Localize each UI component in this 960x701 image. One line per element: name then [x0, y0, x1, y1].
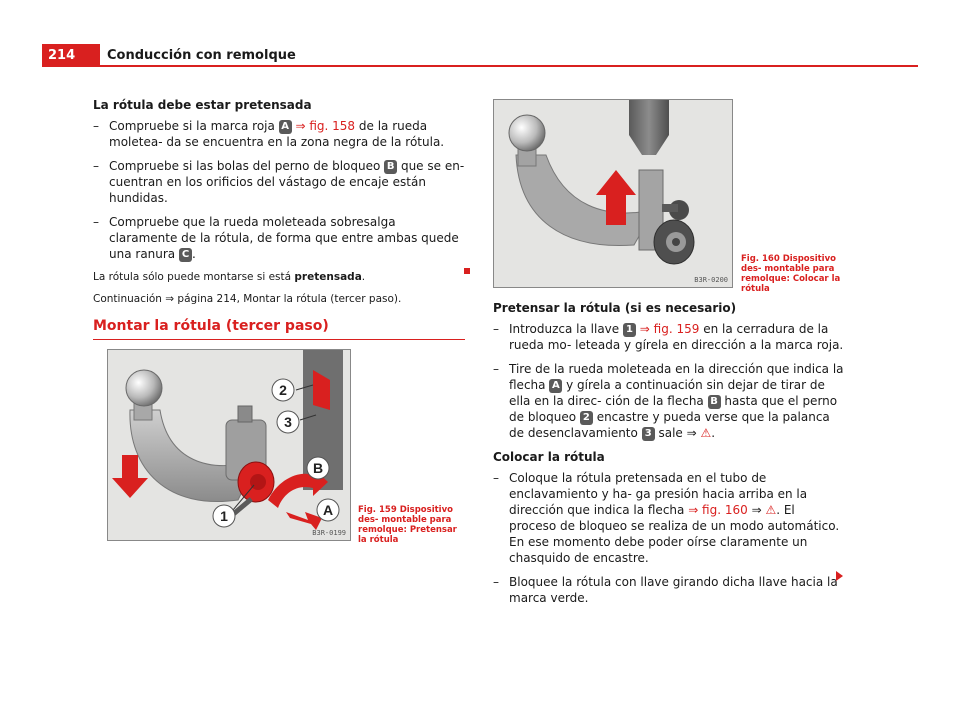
- callout-b: [307, 457, 329, 479]
- callout-a-label: A: [322, 502, 334, 518]
- right-column: [493, 300, 845, 614]
- item-text: Compruebe que la rueda moleteada sobresalga claramente de la rótula, de forma que entre ambas quede una ranura: [109, 215, 459, 261]
- label-badge: C: [179, 248, 192, 262]
- figure-code: B3R-0200: [694, 276, 728, 284]
- callout-3: [277, 411, 299, 433]
- label-badge: A: [549, 379, 562, 393]
- item-text: de la rueda moletea- da se encuentra en la zona negra de la rótula.: [109, 119, 445, 149]
- figure-160: [493, 99, 733, 288]
- continuation-link[interactable]: Continuación ⇒ página 214, Montar la rótula (tercer paso).: [93, 293, 402, 305]
- left-column: [93, 97, 465, 314]
- label-badge: B: [384, 160, 397, 174]
- section-title: Montar la rótula (tercer paso): [93, 318, 329, 334]
- callout-1-label: 1: [220, 508, 228, 524]
- page-number: 214: [42, 44, 100, 66]
- chapter-title: Conducción con remolque: [107, 48, 296, 63]
- list-item: – Bloquee la rótula con llave girando dicha llave hacia la marca verde.: [493, 575, 838, 605]
- item-text: Compruebe si la marca roja: [109, 119, 279, 133]
- list-item: – Introduzca la llave 1 ⇒ fig. 159 en la cerradura de la rueda mo- leteada y gírela en dirección a la marca roja.: [493, 322, 844, 352]
- item-text: .: [191, 247, 196, 261]
- warning-icon[interactable]: ⚠: [765, 503, 777, 517]
- end-marker: [464, 268, 470, 274]
- list-item: – Compruebe si las bolas del perno de bloqueo B que se en- cuentran en los orificios del vástago de encaje están hundidas.: [93, 159, 465, 205]
- list-item: – Compruebe si la marca roja A ⇒ fig. 158 de la rueda moletea- da se encuentra en la zona negra de la rótula.: [93, 119, 445, 149]
- label-badge: A: [279, 120, 292, 134]
- label-badge: 2: [580, 411, 593, 425]
- list-item: – Compruebe que la rueda moleteada sobresalga claramente de la rótula, de forma que entre ambas quede una ranura C .: [93, 215, 459, 261]
- figure-160-caption: Fig. 160 Dispositivo des- montable para remolque: Colocar la rótula: [741, 254, 841, 294]
- subheading-colocar: Colocar la rótula: [493, 450, 605, 464]
- fig-link[interactable]: ⇒ fig. 158: [291, 119, 356, 133]
- item-text: Compruebe si las bolas del perno de bloqueo: [109, 159, 385, 173]
- figure-code: B3R-0199: [312, 529, 346, 537]
- label-badge: 3: [642, 427, 655, 441]
- tow-hitch-insert-illustration: [494, 100, 733, 288]
- fig-link[interactable]: ⇒ fig. 159: [635, 322, 700, 336]
- figure-159: [107, 349, 351, 541]
- continue-arrow-icon: [836, 571, 843, 581]
- callout-2-label: 2: [279, 382, 287, 398]
- note: La rótula sólo puede montarse si está pretensada.: [93, 271, 366, 283]
- callout-a: [317, 499, 339, 521]
- callout-2: [272, 379, 294, 401]
- label-badge: 1: [623, 323, 636, 337]
- callout-3-label: 3: [284, 414, 292, 430]
- fig-link[interactable]: ⇒ fig. 160: [688, 503, 748, 517]
- callout-1: [213, 505, 235, 527]
- item-text: que se en- cuentran en los orificios del vástago de encaje están hundidas.: [109, 159, 465, 205]
- subheading-pretensar: Pretensar la rótula (si es necesario): [493, 301, 737, 315]
- list-item: – Tire de la rueda moleteada en la dirección que indica la flecha A y gírela a continuación sin dejar de tirar de ella en la direc- ción de la flecha B hasta que el perno de bloqueo 2 encastre y pueda verse que la palanca de desenclavamiento 3 sale ⇒ ⚠.: [493, 362, 844, 440]
- warning-icon[interactable]: ⚠: [700, 426, 712, 440]
- figure-159-caption: Fig. 159 Dispositivo des- montable para remolque: Pretensar la rótula: [358, 505, 457, 545]
- subheading-pretensada: La rótula debe estar pretensada: [93, 98, 312, 112]
- callout-b-label: B: [312, 460, 324, 476]
- label-badge: B: [708, 395, 721, 409]
- header-divider: [42, 65, 918, 67]
- tow-hitch-pretension-illustration: [108, 350, 351, 541]
- list-item: – Coloque la rótula pretensada en el tubo de enclavamiento y ha- ga presión hacia arriba en la dirección que indica la flecha ⇒ fig. 160 ⇒ ⚠. El proceso de bloqueo se realiza de un modo automático. En ese momento debe poder oírse claramente un chasquido de encastre.: [493, 471, 840, 565]
- section-divider: [93, 339, 465, 340]
